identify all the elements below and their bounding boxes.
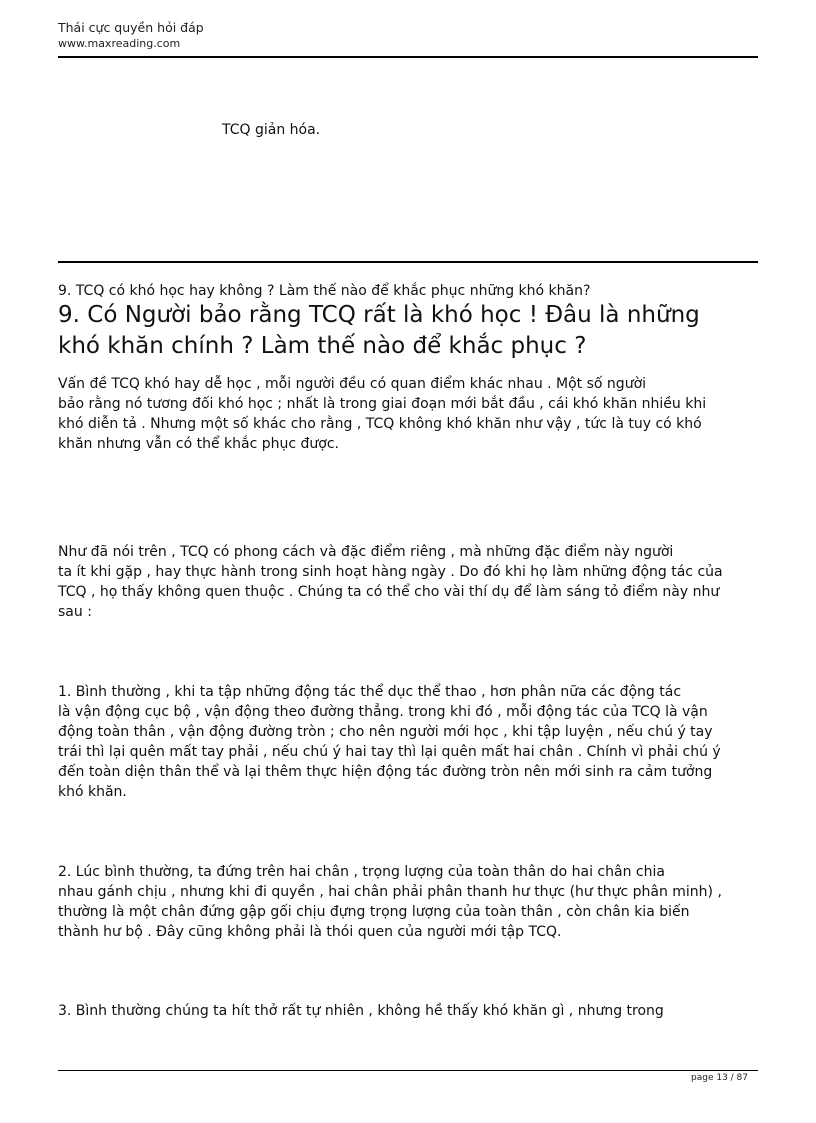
paragraph-5: 3. Bình thường chúng ta hít thở rất tự nhiên , không hề thấy khó khăn gì , nhưng trong: [58, 1003, 664, 1019]
footer-divider: [58, 1070, 758, 1071]
lead-text: TCQ giản hóa.: [222, 122, 321, 138]
paragraph-4: 2. Lúc bình thường, ta đứng trên hai chân , trọng lượng của toàn thân do hai chân chia nhau gánh chịu , nhưng khi đi quyền , hai chân phải phân thanh hư thực (hư thực phân minh) , thường là một chân đứng gập gối chịu đựng trọng lượng của toàn thân , còn chân kia biến thành hư bộ . Đây cũng không phải là thói quen của người mới tập TCQ.: [58, 864, 722, 940]
header-url[interactable]: www.maxreading.com: [58, 37, 181, 50]
paragraph-1: Vấn đề TCQ khó hay dễ học , mỗi người đều có quan điểm khác nhau . Một số người bảo rằng nó tương đối khó học ; nhất là trong giai đoạn mới bắt đầu , cái khó khăn nhiều khi khó diễn tả . Nhưng một số khác cho rằng , TCQ không khó khăn như vậy , tức là tuy có khó khăn nhưng vẫn có thể khắc phục được.: [58, 376, 707, 452]
paragraph-3: 1. Bình thường , khi ta tập những động tác thể dục thể thao , hơn phân nữa các động tác là vận động cục bộ , vận động theo đường thẳng. trong khi đó , mỗi động tác của TCQ là vận động toàn thân , vận động đường tròn ; cho nên người mới học , khi tập luyện , nếu chú ý tay trái thì lại quên mất tay phải , nếu chú ý hai tay thì lại quên mất hai chân . Chính vì phải chú ý đến toàn diện thân thể và lại thêm thực hiện động tác đường tròn nên mới sinh ra cảm tưởng khó khăn.: [58, 684, 721, 800]
question-heading: 9. Có Người bảo rằng TCQ rất là khó học ! Đâu là những khó khăn chính ? Làm thế nào để khắc phục ?: [58, 302, 700, 359]
header-title: Thái cực quyền hỏi đáp: [58, 20, 204, 35]
page-number: page 13 / 87: [691, 1073, 748, 1083]
paragraph-2: Như đã nói trên , TCQ có phong cách và đặc điểm riêng , mà những đặc điểm này người ta ít khi gặp , hay thực hành trong sinh hoạt hàng ngày . Do đó khi họ làm những động tác của TCQ , họ thấy không quen thuộc . Chúng ta có thể cho vài thí dụ để làm sáng tỏ điểm này như sau :: [58, 544, 723, 620]
header-divider: [58, 56, 758, 58]
question-short: 9. TCQ có khó học hay không ? Làm thế nào để khắc phục những khó khăn?: [58, 283, 591, 299]
section-divider: [58, 261, 758, 263]
